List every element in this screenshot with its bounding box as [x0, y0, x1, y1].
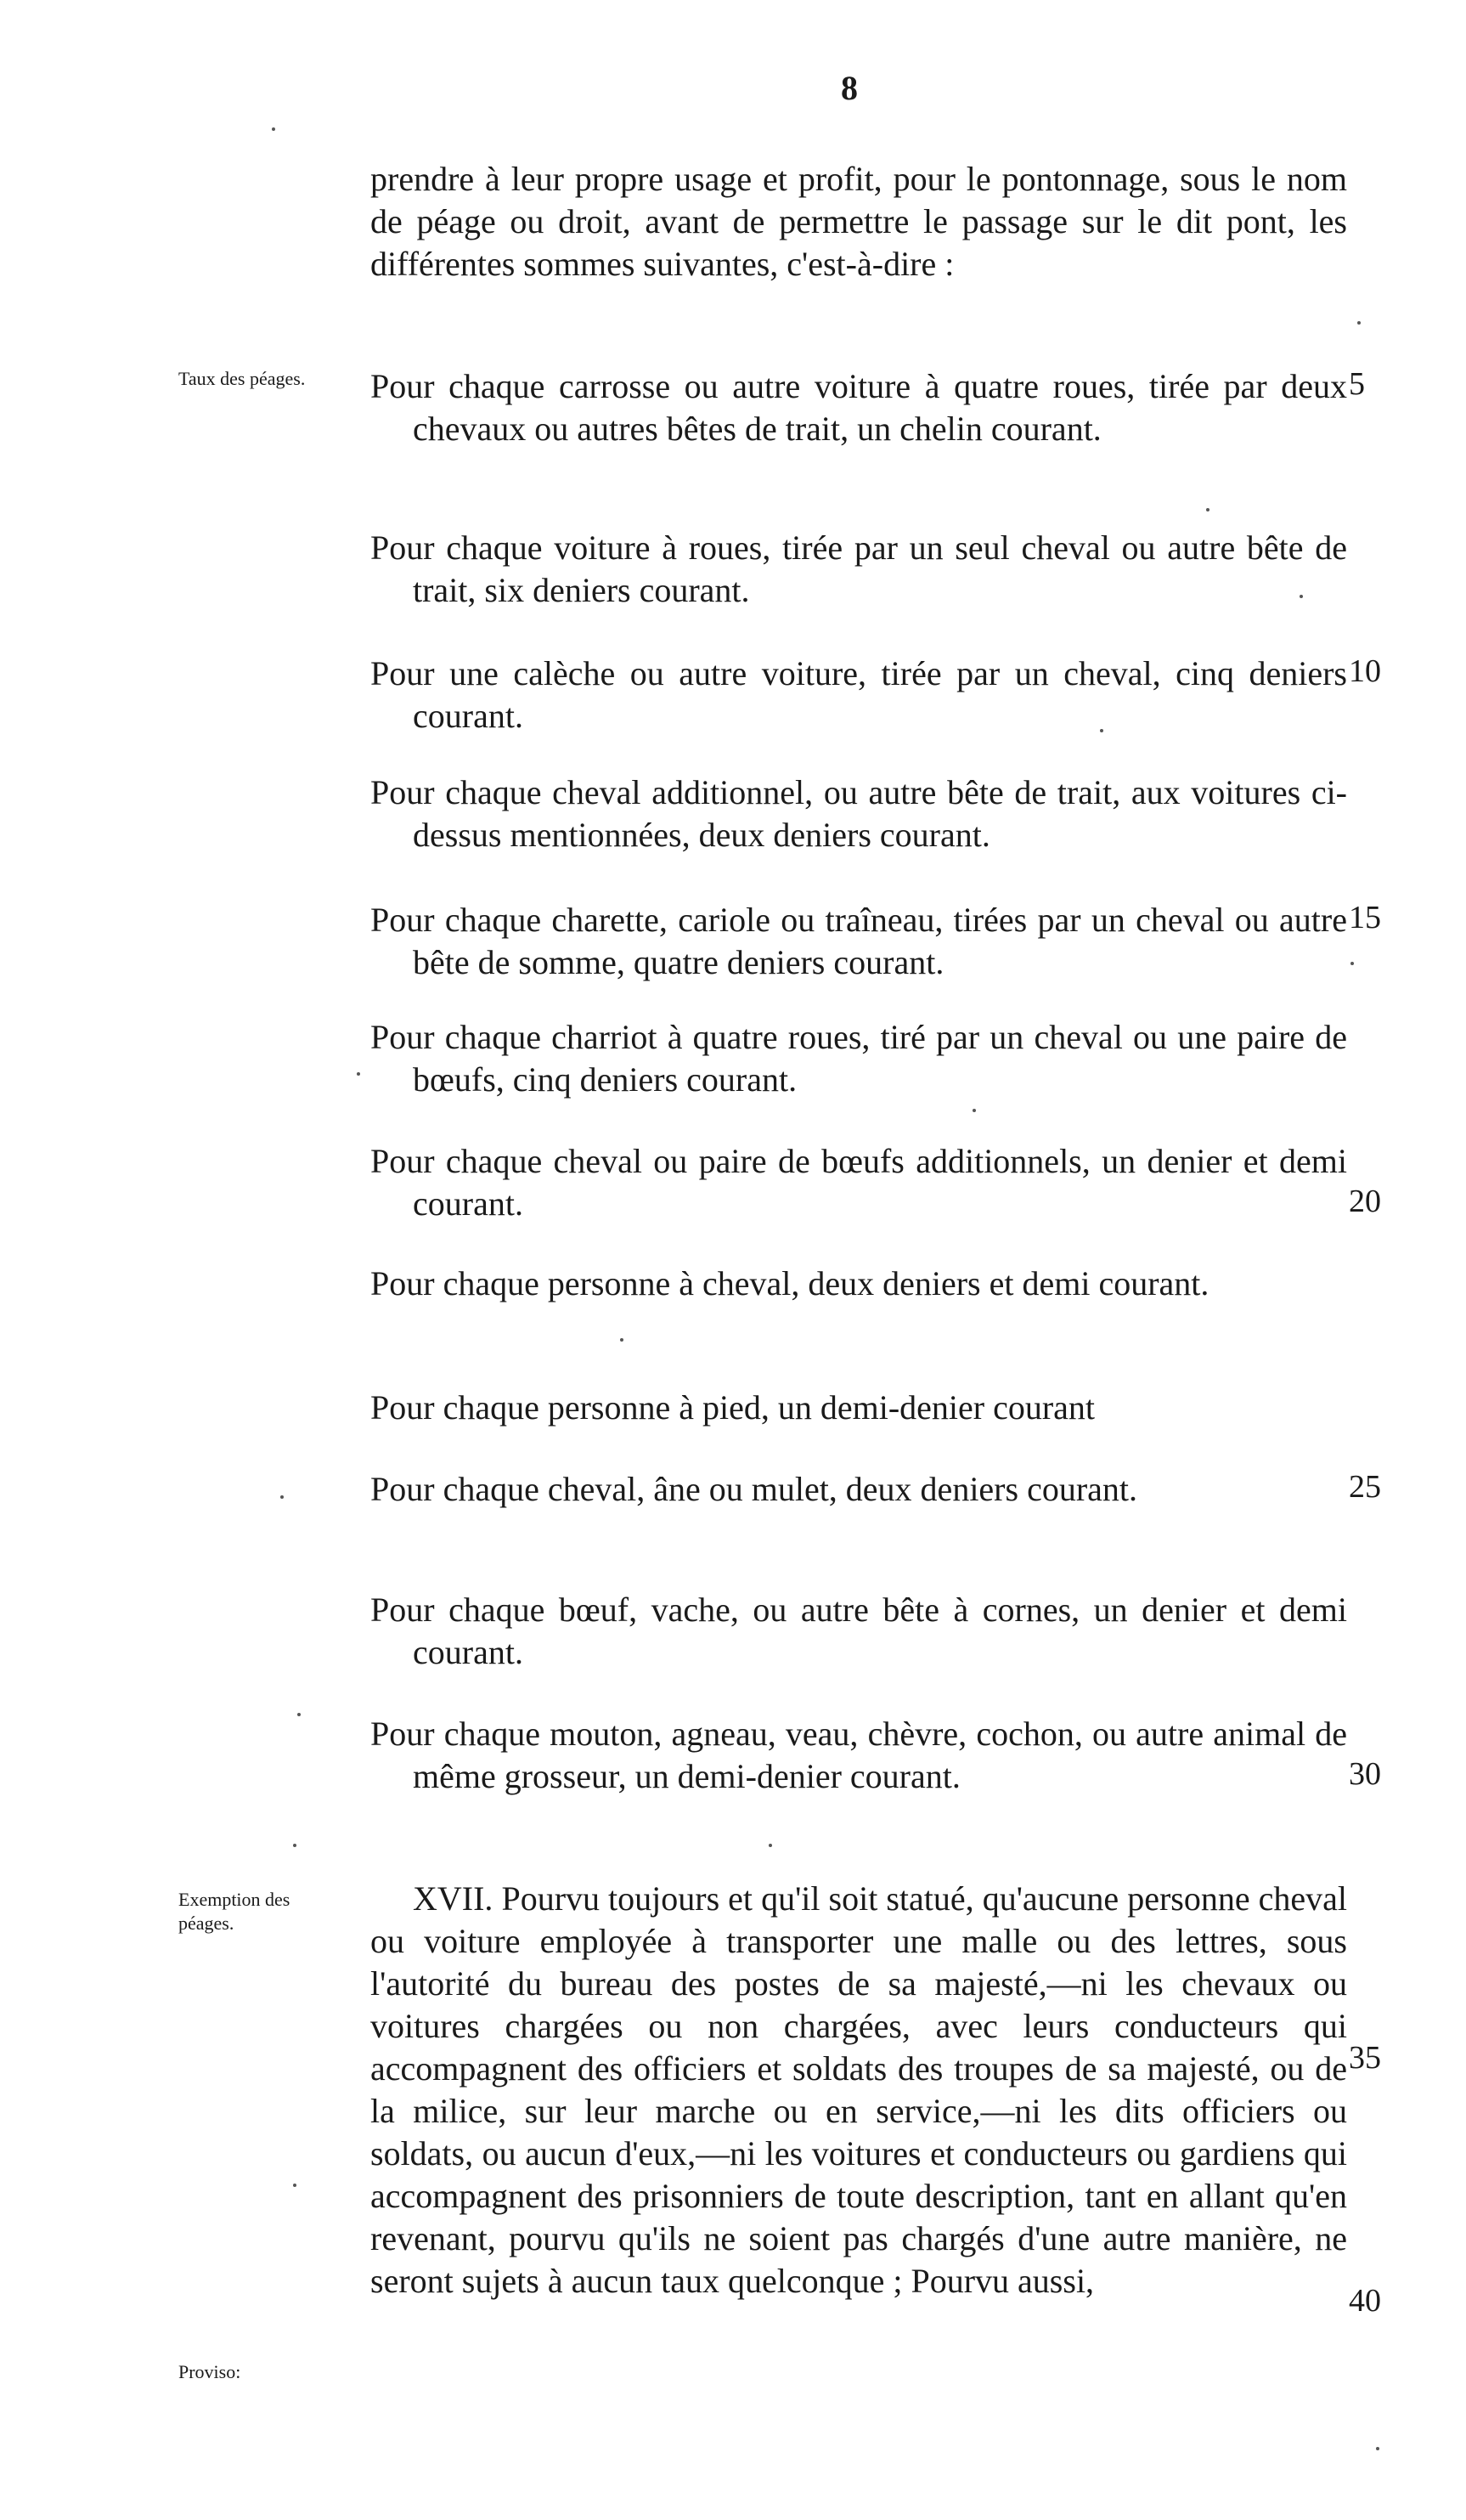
line-number: 20	[1349, 1184, 1381, 1219]
scan-speck	[620, 1338, 623, 1342]
paragraph-toll-item: Pour chaque carrosse ou autre voiture à quatre roues, tirée par deux chevaux ou autres bêtes de trait, un chelin courant.	[370, 367, 1347, 448]
line-number: 15	[1349, 900, 1381, 935]
margin-note-exemption: Exemption des péages.	[178, 1889, 290, 1934]
paragraph-toll-item: Pour chaque voiture à roues, tirée par un seul cheval ou autre bête de trait, six deniers courant.	[370, 528, 1347, 609]
scan-speck	[272, 127, 275, 131]
scan-speck	[769, 1844, 772, 1847]
line-number: 40	[1349, 2283, 1381, 2319]
scan-speck	[1100, 729, 1103, 732]
scan-speck	[1350, 962, 1354, 965]
line-number: 5	[1349, 366, 1365, 402]
paragraph-toll-item: Pour chaque charette, cariole ou traîneau, tirées par un cheval ou autre bête de somme, quatre deniers courant.	[370, 901, 1347, 981]
scan-speck	[293, 2184, 296, 2187]
scan-speck	[1300, 595, 1303, 598]
scan-speck	[1357, 321, 1361, 325]
paragraph-toll-item: Pour chaque cheval ou paire de bœufs additionnels, un denier et demi courant.	[370, 1142, 1347, 1223]
paragraph-toll-item: Pour une calèche ou autre voiture, tirée par un cheval, cinq deniers courant.	[370, 654, 1347, 735]
paragraph-toll-item: Pour chaque personne à cheval, deux deniers et demi courant.	[370, 1264, 1209, 1302]
line-number: 25	[1349, 1469, 1381, 1505]
scan-speck	[280, 1495, 284, 1499]
line-number: 10	[1349, 653, 1381, 689]
page-number: 8	[841, 69, 858, 107]
scan-speck	[297, 1713, 301, 1716]
margin-note-taux: Taux des péages.	[178, 368, 306, 389]
paragraph-toll-item: Pour chaque personne à pied, un demi-denier courant	[370, 1388, 1096, 1427]
line-number: 35	[1349, 2040, 1381, 2076]
scan-speck	[293, 1844, 296, 1847]
scan-speck	[973, 1109, 976, 1112]
line-number: 30	[1349, 1756, 1381, 1792]
scan-speck	[1206, 508, 1209, 511]
paragraph-toll-item: Pour chaque bœuf, vache, ou autre bête à cornes, un denier et demi courant.	[370, 1591, 1347, 1671]
scan-speck	[1376, 2447, 1379, 2450]
paragraph-toll-item: Pour chaque cheval, âne ou mulet, deux deniers courant.	[370, 1470, 1138, 1508]
paragraph-section-xvii: XVII. Pourvu toujours et qu'il soit statué, qu'aucune personne cheval ou voiture employée à transporter une malle ou des lettres, sous l'autorité du bureau des postes de sa majesté,—ni les chevaux ou voitures chargées ou non chargées, avec leurs conducteurs qui accompagnent des officiers et soldats des troupes de sa majesté, ou de la milice, sur leur marche ou en service,—ni les dits officiers ou soldats, ou aucun d'eux,—ni les voitures et conducteurs ou gardiens qui accompagnent des prisonniers de toute description, tant en allant qu'en revenant, pourvu qu'ils ne soient pas chargés d'une autre manière, ne seront sujets à aucun taux quelconque ; Pourvu aussi,	[370, 1879, 1347, 2300]
paragraph-toll-item: Pour chaque mouton, agneau, veau, chèvre, cochon, ou autre animal de même grosseur, un demi-denier courant.	[370, 1715, 1347, 1795]
margin-note-proviso: Proviso:	[178, 2361, 241, 2382]
paragraph-toll-item: Pour chaque cheval additionnel, ou autre bête de trait, aux voitures ci-dessus mentionnées, deux deniers courant.	[370, 773, 1347, 854]
paragraph-toll-item: Pour chaque charriot à quatre roues, tiré par un cheval ou une paire de bœufs, cinq deniers courant.	[370, 1018, 1347, 1099]
scan-speck	[357, 1072, 360, 1076]
paragraph-intro: prendre à leur propre usage et profit, pour le pontonnage, sous le nom de péage ou droit, avant de permettre le passage sur le dit pont, les différentes sommes suivantes, c'est-à-dire :	[370, 160, 1347, 283]
